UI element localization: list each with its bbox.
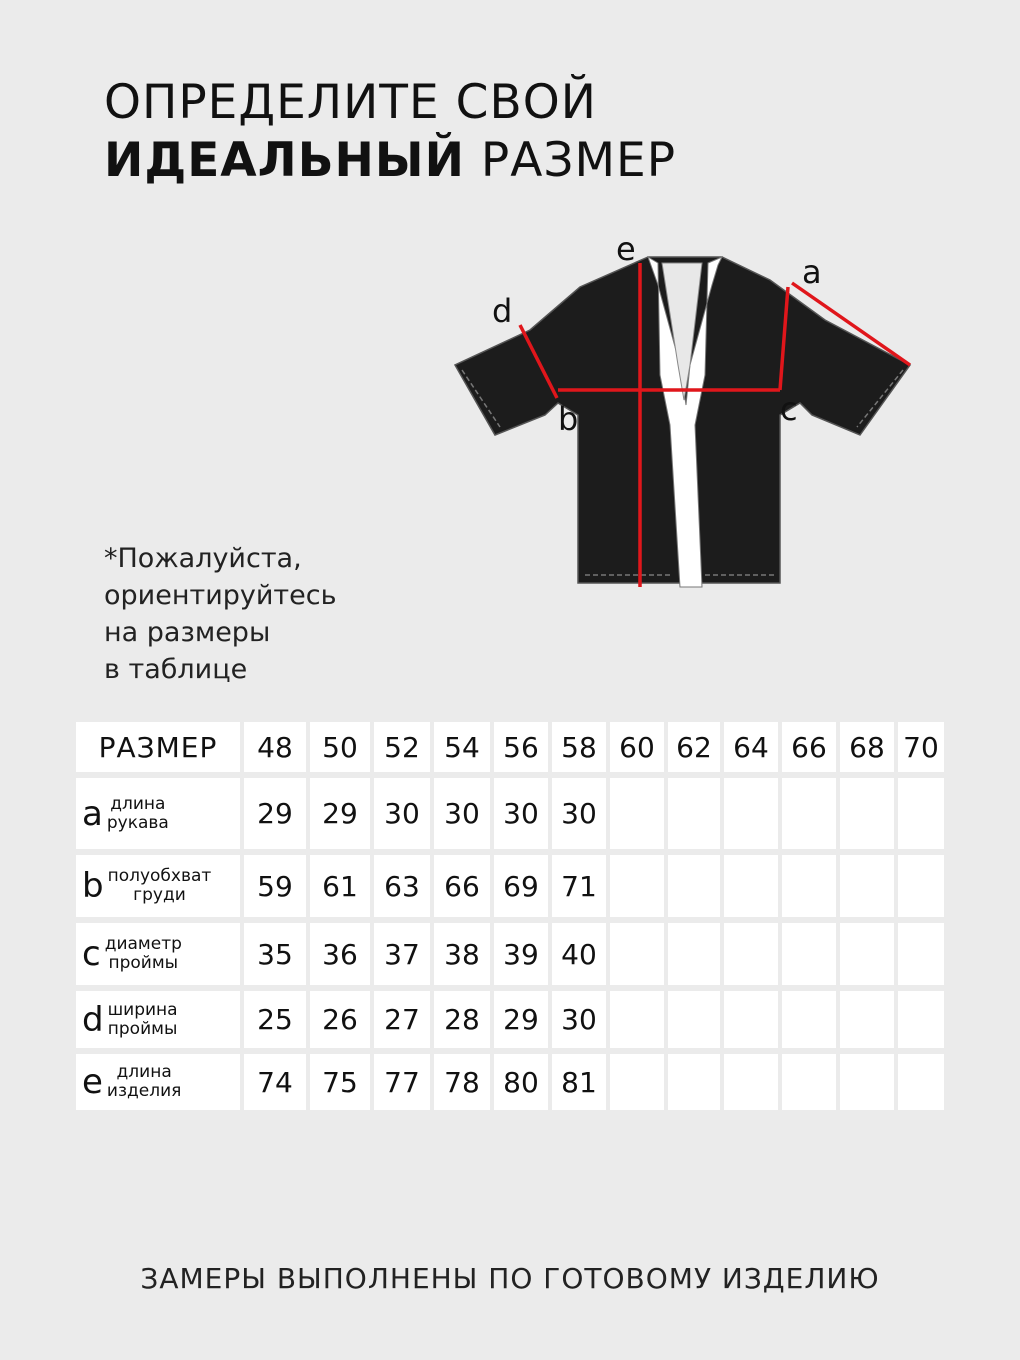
value-cell: 26 (310, 991, 370, 1048)
value-cell (668, 991, 720, 1048)
size-table (72, 716, 948, 1116)
param-label: диаметр (104, 934, 182, 954)
label-b: b (558, 400, 579, 438)
param-label: длина (110, 793, 166, 814)
page-title (104, 74, 676, 190)
kimono-illustration (440, 225, 940, 605)
size-header-cell: 70 (898, 722, 944, 772)
param-letter: b (82, 866, 104, 906)
param-label: полуобхват (107, 866, 212, 886)
value-cell (610, 855, 664, 917)
table-row (76, 1054, 944, 1110)
value-cell (840, 1054, 894, 1110)
value-cell: 59 (244, 855, 306, 917)
value-cell: 63 (374, 855, 430, 917)
value-cell: 74 (244, 1054, 306, 1110)
value-cell: 69 (494, 855, 548, 917)
value-cell: 29 (244, 778, 306, 849)
table-row (76, 778, 944, 849)
footer-note: ЗАМЕРЫ ВЫПОЛНЕНЫ ПО ГОТОВОМУ ИЗДЕЛИЮ (140, 1262, 880, 1295)
value-cell (898, 1054, 944, 1110)
size-header-cell: 52 (374, 722, 430, 772)
param-label: проймы (108, 953, 179, 973)
value-cell (782, 855, 836, 917)
value-cell (782, 1054, 836, 1110)
value-cell: 75 (310, 1054, 370, 1110)
value-cell: 80 (494, 1054, 548, 1110)
param-label: проймы (107, 1018, 178, 1039)
label-c: c (780, 390, 798, 428)
value-cell: 30 (494, 778, 548, 849)
size-header-label: РАЗМЕР (76, 722, 240, 772)
value-cell: 38 (434, 923, 490, 985)
value-cell: 66 (434, 855, 490, 917)
garment-diagram (440, 225, 940, 605)
table-row (76, 923, 944, 985)
value-cell: 78 (434, 1054, 490, 1110)
param-cell (76, 778, 240, 849)
value-cell (724, 1054, 778, 1110)
value-cell (668, 855, 720, 917)
param-letter: e (82, 1062, 103, 1102)
value-cell (610, 923, 664, 985)
param-label: груди (133, 885, 186, 905)
param-label: рукава (106, 812, 169, 833)
value-cell (840, 991, 894, 1048)
value-cell (668, 1054, 720, 1110)
value-cell (610, 1054, 664, 1110)
value-cell: 30 (552, 991, 606, 1048)
value-cell: 61 (310, 855, 370, 917)
value-cell (724, 991, 778, 1048)
note-line: в таблице (104, 654, 248, 685)
value-cell: 30 (374, 778, 430, 849)
value-cell (898, 855, 944, 917)
value-cell (668, 778, 720, 849)
size-header-cell: 60 (610, 722, 664, 772)
label-a: a (802, 253, 822, 291)
value-cell: 36 (310, 923, 370, 985)
param-letter: d (82, 999, 104, 1040)
param-cell (76, 923, 240, 985)
value-cell (840, 778, 894, 849)
table-row (76, 991, 944, 1048)
title-bold-word: ИДЕАЛЬНЫЙ (104, 133, 465, 188)
value-cell: 28 (434, 991, 490, 1048)
value-cell (840, 923, 894, 985)
size-header-row (76, 722, 944, 772)
param-cell (76, 1054, 240, 1110)
param-label: ширина (107, 999, 178, 1020)
value-cell (782, 991, 836, 1048)
param-cell (76, 991, 240, 1048)
param-label: длина (116, 1062, 172, 1082)
label-e: e (616, 230, 636, 268)
value-cell: 30 (434, 778, 490, 849)
value-cell (840, 855, 894, 917)
note-line: ориентируйтесь (104, 580, 337, 611)
value-cell (668, 923, 720, 985)
value-cell (782, 923, 836, 985)
size-header-cell: 48 (244, 722, 306, 772)
size-header-cell: 64 (724, 722, 778, 772)
value-cell (724, 855, 778, 917)
size-header-cell: 50 (310, 722, 370, 772)
size-header-cell: 66 (782, 722, 836, 772)
title-line-2 (104, 132, 676, 190)
note-line: на размеры (104, 617, 271, 648)
note-line: *Пожалуйста, (104, 543, 302, 574)
param-label: изделия (106, 1081, 182, 1101)
value-cell: 25 (244, 991, 306, 1048)
value-cell: 37 (374, 923, 430, 985)
value-cell (898, 778, 944, 849)
value-cell: 40 (552, 923, 606, 985)
param-letter: a (82, 793, 103, 834)
value-cell: 81 (552, 1054, 606, 1110)
size-note (104, 540, 337, 688)
value-cell: 71 (552, 855, 606, 917)
value-cell: 29 (310, 778, 370, 849)
value-cell: 27 (374, 991, 430, 1048)
value-cell: 35 (244, 923, 306, 985)
value-cell (898, 991, 944, 1048)
title-rest: РАЗМЕР (464, 133, 677, 188)
param-letter: c (82, 934, 101, 974)
size-header-cell: 54 (434, 722, 490, 772)
param-cell (76, 855, 240, 917)
size-header-cell: 56 (494, 722, 548, 772)
size-header-cell: 68 (840, 722, 894, 772)
value-cell: 77 (374, 1054, 430, 1110)
value-cell: 39 (494, 923, 548, 985)
value-cell (782, 778, 836, 849)
size-header-cell: 62 (668, 722, 720, 772)
value-cell (898, 923, 944, 985)
value-cell: 30 (552, 778, 606, 849)
size-header-cell: 58 (552, 722, 606, 772)
value-cell (610, 778, 664, 849)
value-cell (724, 923, 778, 985)
table-row (76, 855, 944, 917)
value-cell (724, 778, 778, 849)
value-cell (610, 991, 664, 1048)
label-d: d (492, 292, 513, 330)
value-cell: 29 (494, 991, 548, 1048)
title-line-1: ОПРЕДЕЛИТЕ СВОЙ (104, 75, 597, 130)
